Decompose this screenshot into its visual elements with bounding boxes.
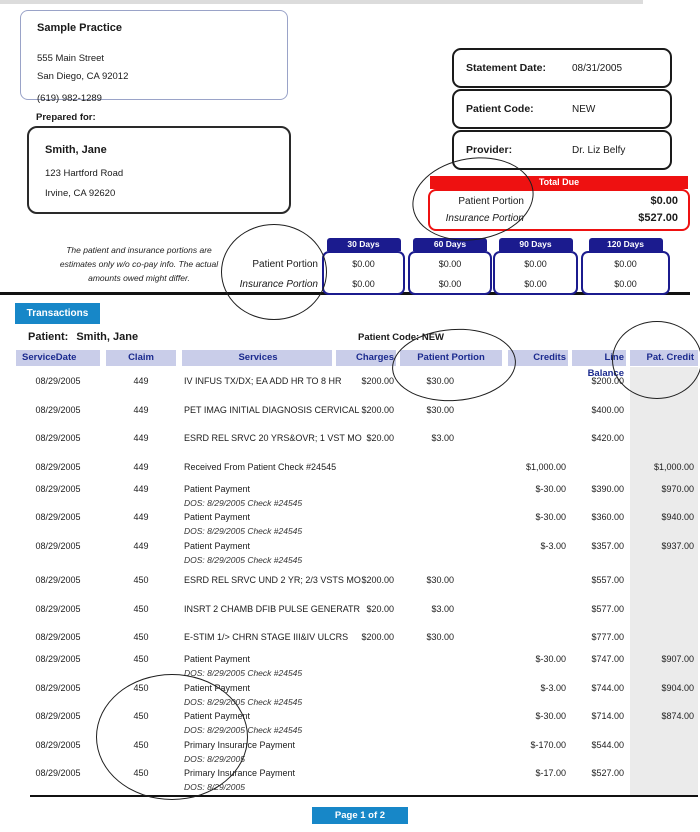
cell-credits: $-30.00 (535, 483, 566, 494)
aging-row-labels (170, 255, 318, 295)
dos-note: DOS: 8/29/2005 Check #24545 (184, 668, 303, 679)
cell-claim: 449 (133, 512, 149, 523)
aging-120-patient-value: $0.00 (614, 259, 637, 269)
cell-service-date: 08/29/2005 (35, 483, 81, 494)
aging-120-insurance-value: $0.00 (614, 279, 637, 289)
service-description: Patient Payment (184, 483, 251, 494)
aging-30-insurance-value: $0.00 (352, 279, 375, 289)
cell-credits: $-170.00 (530, 739, 566, 750)
cell-pat-credit: $937.00 (661, 540, 694, 551)
column-header-line-balance: Line Balance (572, 350, 626, 366)
aging-bucket-120-days-header: 120 Days (589, 238, 663, 251)
cell-line-balance: $357.00 (591, 540, 624, 551)
table-row (16, 367, 698, 395)
table-row (16, 452, 698, 480)
cell-services (182, 461, 337, 473)
statement-date-box (452, 48, 672, 88)
cell-line-balance: $577.00 (591, 603, 624, 614)
aging-60-insurance-value: $0.00 (438, 279, 462, 289)
prepared-for-box (27, 126, 291, 214)
cell-services (182, 710, 332, 736)
cell-line-balance: $544.00 (591, 739, 624, 750)
page-edge-strip (0, 0, 643, 4)
table-row (16, 481, 698, 509)
transactions-button[interactable]: Transactions (15, 303, 100, 324)
service-description: Patient Payment (184, 512, 251, 523)
cell-credits: $-3.00 (540, 682, 566, 693)
cell-claim: 449 (133, 540, 149, 551)
service-description: Patient Payment (184, 654, 251, 665)
service-description: INSRT 2 CHAMB DFIB PULSE GENERATR (184, 603, 361, 614)
column-header-charges: Charges (336, 350, 396, 366)
service-description: Patient Payment (184, 540, 251, 551)
cell-line-balance: $747.00 (591, 654, 624, 665)
aging-bucket-60-days-header: 60 Days (413, 238, 487, 251)
table-row (16, 424, 698, 452)
total-due-box (428, 189, 690, 231)
cell-services (182, 631, 349, 643)
cell-service-date: 08/29/2005 (35, 632, 81, 643)
cell-service-date: 08/29/2005 (35, 540, 81, 551)
cell-charges: $20.00 (366, 603, 394, 614)
cell-claim: 449 (133, 433, 149, 444)
cell-line-balance: $744.00 (591, 682, 624, 693)
cell-line-balance: $400.00 (591, 404, 624, 415)
aging-30-patient-value: $0.00 (352, 259, 375, 269)
practice-info-box (20, 10, 288, 104)
cell-service-date: 08/29/2005 (35, 575, 81, 586)
service-description: Patient Payment (184, 711, 251, 722)
patient-name: Smith, Jane (45, 144, 107, 156)
table-row (16, 595, 698, 623)
cell-services (182, 682, 332, 708)
statement-date-value: 08/31/2005 (572, 62, 623, 74)
cell-pat-credit: $874.00 (661, 711, 694, 722)
cell-pat-credit: $1,000.00 (653, 461, 694, 472)
column-header-claim: Claim (106, 350, 176, 366)
cell-services (182, 404, 360, 416)
statement-date-label: Statement Date: (466, 62, 546, 74)
cell-pat-credit: $907.00 (661, 654, 694, 665)
practice-address-line1: 555 Main Street (37, 53, 105, 64)
cell-claim: 449 (133, 483, 149, 494)
service-description: Received From Patient Check #24545 (184, 461, 337, 472)
aging-bucket-30-days (322, 239, 405, 295)
aging-90-patient-value: $0.00 (524, 259, 547, 269)
service-description: ESRD REL SRVC 20 YRS&OVR; 1 VST MO (184, 433, 362, 444)
cell-services (182, 511, 332, 537)
cell-pat-credit: $904.00 (661, 682, 694, 693)
cell-service-date: 08/29/2005 (35, 603, 81, 614)
table-bottom-divider (30, 795, 698, 797)
cell-pat-credit: $940.00 (661, 512, 694, 523)
cell-charges: $200.00 (361, 404, 394, 415)
cell-patient-portion: $30.00 (426, 632, 454, 643)
practice-address-line2: San Diego, CA 92012 (37, 71, 129, 82)
service-description: E-STIM 1/> CHRN STAGE III&IV ULCRS (184, 632, 349, 643)
cell-service-date: 08/29/2005 (35, 404, 81, 415)
column-header-service-date: ServiceDate (16, 350, 100, 366)
cell-line-balance: $777.00 (591, 632, 624, 643)
cell-services (182, 603, 361, 615)
aging-patient-portion-label: Patient Portion (252, 259, 318, 270)
cell-services (182, 540, 332, 566)
cell-service-date: 08/29/2005 (35, 461, 81, 472)
total-due-patient-portion-label: Patient Portion (458, 196, 524, 207)
cell-line-balance: $420.00 (591, 433, 624, 444)
table-row (16, 651, 698, 679)
service-description: ESRD REL SRVC UND 2 YR; 2/3 VSTS MO (184, 575, 361, 586)
cell-credits: $-3.00 (540, 540, 566, 551)
cell-service-date: 08/29/2005 (35, 376, 81, 387)
cell-credits: $-30.00 (535, 711, 566, 722)
cell-charges: $20.00 (366, 433, 394, 444)
cell-line-balance: $390.00 (591, 483, 624, 494)
cell-patient-portion: $3.00 (431, 433, 454, 444)
provider-label: Provider: (466, 144, 513, 156)
aging-insurance-portion-label: Insurance Portion (239, 279, 318, 290)
aging-bucket-90-days-header: 90 Days (499, 238, 573, 251)
cell-credits: $-30.00 (535, 654, 566, 665)
patient-address-line1: 123 Hartford Road (45, 168, 124, 179)
cell-credits: $-17.00 (535, 768, 566, 779)
total-due-insurance-portion-label: Insurance Portion (445, 213, 524, 224)
cell-patient-portion: $30.00 (426, 404, 454, 415)
table-row (16, 623, 698, 651)
cell-service-date: 08/29/2005 (35, 768, 81, 779)
cell-line-balance: $527.00 (591, 768, 624, 779)
table-row (16, 395, 698, 423)
cell-claim: 450 (133, 632, 149, 643)
provider-box (452, 130, 672, 170)
cell-services (182, 432, 362, 444)
aging-60-patient-value: $0.00 (438, 259, 462, 269)
provider-value: Dr. Liz Belfy (572, 144, 626, 156)
cell-services (182, 483, 332, 509)
practice-phone: (619) 982-1289 (37, 93, 102, 104)
table-row (16, 509, 698, 537)
service-description: Patient Payment (184, 682, 251, 693)
patient-line-name: Smith, Jane (76, 331, 139, 343)
cell-services (182, 767, 332, 793)
cell-claim: 449 (133, 461, 149, 472)
cell-service-date: 08/29/2005 (35, 711, 81, 722)
table-row (16, 680, 698, 708)
cell-credits: $1,000.00 (525, 461, 566, 472)
cell-claim: 450 (133, 768, 149, 779)
service-description: Primary Insurance Payment (184, 768, 296, 779)
aging-bucket-60-days (408, 239, 492, 295)
dos-note: DOS: 8/29/2005 (184, 753, 245, 764)
dos-note: DOS: 8/29/2005 (184, 782, 245, 793)
patient-address-line2: Irvine, CA 92620 (45, 188, 116, 199)
cell-claim: 449 (133, 376, 149, 387)
cell-pat-credit: $970.00 (661, 483, 694, 494)
cell-service-date: 08/29/2005 (35, 682, 81, 693)
disclaimer-line: estimates only w/o co-pay info. The actual (59, 259, 219, 269)
dos-note: DOS: 8/29/2005 Check #24545 (184, 554, 303, 565)
page-indicator-button[interactable]: Page 1 of 2 (312, 807, 408, 824)
patient-code-value: NEW (572, 103, 596, 115)
cell-patient-portion: $30.00 (426, 575, 454, 586)
cell-claim: 450 (133, 575, 149, 586)
cell-service-date: 08/29/2005 (35, 433, 81, 444)
cell-claim: 450 (133, 739, 149, 750)
cell-line-balance: $557.00 (591, 575, 624, 586)
column-header-patient-portion: Patient Portion (400, 350, 502, 366)
cell-claim: 450 (133, 603, 149, 614)
patient-label: Patient: (28, 331, 69, 343)
cell-services (182, 574, 361, 586)
cell-services (182, 375, 342, 387)
patient-code-line: Patient Code: NEW (358, 332, 445, 343)
cell-credits: $-30.00 (535, 512, 566, 523)
cell-claim: 450 (133, 682, 149, 693)
table-row (16, 765, 698, 793)
dos-note: DOS: 8/29/2005 Check #24545 (184, 725, 303, 736)
disclaimer-line: amounts owed might differ. (88, 273, 190, 283)
table-row (16, 566, 698, 594)
cell-service-date: 08/29/2005 (35, 654, 81, 665)
disclaimer-line: The patient and insurance portions are (66, 245, 212, 255)
patient-line (28, 331, 138, 343)
cell-services (182, 653, 332, 679)
patient-code-label: Patient Code: (466, 103, 534, 115)
cell-claim: 450 (133, 654, 149, 665)
total-due-header: Total Due (430, 176, 688, 189)
dos-note: DOS: 8/29/2005 Check #24545 (184, 526, 303, 537)
total-due-patient-portion-value: $0.00 (650, 195, 678, 207)
table-row (16, 708, 698, 736)
transactions-table-body (16, 367, 698, 794)
service-description: IV INFUS TX/DX; EA ADD HR TO 8 HR (184, 376, 342, 387)
transactions-table-header (16, 350, 698, 379)
column-header-services: Services (182, 350, 332, 366)
cell-line-balance: $714.00 (591, 711, 624, 722)
practice-name: Sample Practice (37, 22, 122, 34)
total-due-insurance-portion-value: $527.00 (638, 212, 678, 224)
prepared-for-label: Prepared for: (36, 112, 96, 123)
cell-charges: $200.00 (361, 376, 394, 387)
cell-services (182, 739, 332, 765)
aging-90-insurance-value: $0.00 (524, 279, 547, 289)
table-row (16, 538, 698, 566)
dos-note: DOS: 8/29/2005 Check #24545 (184, 696, 303, 707)
column-header-credits: Credits (508, 350, 568, 366)
column-header-pat-credit: Pat. Credit (630, 350, 698, 366)
dos-note: DOS: 8/29/2005 Check #24545 (184, 497, 303, 508)
cell-patient-portion: $30.00 (426, 376, 454, 387)
table-row (16, 737, 698, 765)
cell-line-balance: $200.00 (591, 376, 624, 387)
cell-claim: 450 (133, 711, 149, 722)
service-description: PET IMAG INITIAL DIAGNOSIS CERVICAL (184, 404, 360, 415)
patient-code-box (452, 89, 672, 129)
cell-patient-portion: $3.00 (431, 603, 454, 614)
cell-service-date: 08/29/2005 (35, 512, 81, 523)
service-description: Primary Insurance Payment (184, 739, 296, 750)
cell-service-date: 08/29/2005 (35, 739, 81, 750)
cell-charges: $200.00 (361, 575, 394, 586)
aging-bucket-30-days-header: 30 Days (327, 238, 401, 251)
aging-bucket-120-days (581, 239, 670, 295)
cell-charges: $200.00 (361, 632, 394, 643)
cell-line-balance: $360.00 (591, 512, 624, 523)
aging-bucket-90-days (493, 239, 578, 295)
cell-claim: 449 (133, 404, 149, 415)
